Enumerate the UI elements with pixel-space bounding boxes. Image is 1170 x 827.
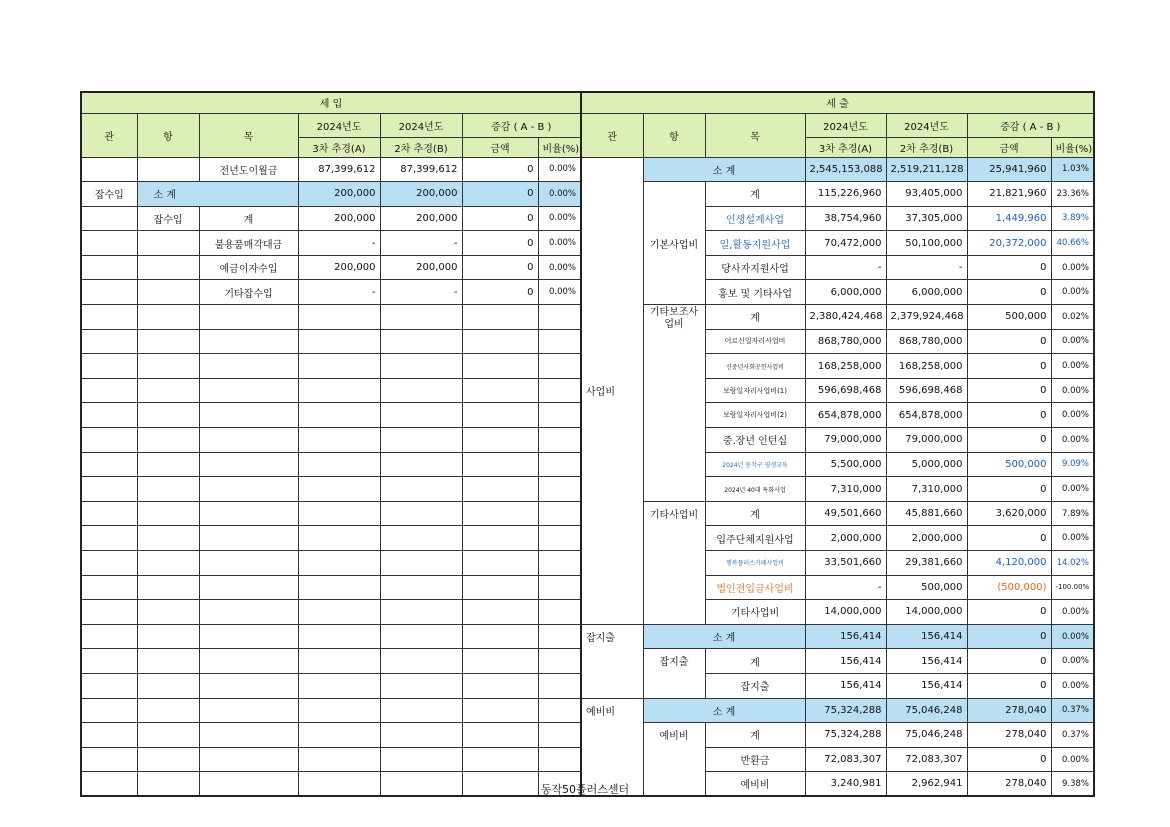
diff-amount-cell: 3,620,000 [967, 501, 1051, 526]
amount-a-cell: 7,310,000 [805, 477, 886, 502]
hang-cell: 잡지출 [643, 649, 705, 698]
mok-cell: 기타사업비 [705, 600, 805, 625]
diff-ratio-cell: 3.89% [1051, 206, 1094, 231]
empty-row [81, 428, 581, 453]
header-b-year: 2024년도 [886, 113, 967, 137]
empty-row [81, 723, 581, 748]
mok-cell: 중.장년 인턴십 [705, 428, 805, 453]
gwan-cell [81, 280, 137, 305]
mok-cell: 법인전입금사업비 [705, 575, 805, 600]
hang-cell: 기본사업비 [643, 182, 705, 305]
diff-ratio-cell: 40.66% [1051, 231, 1094, 256]
amount-b-cell: 75,046,248 [886, 698, 967, 723]
amount-b-cell: 29,381,660 [886, 551, 967, 576]
table-row [581, 723, 1094, 748]
diff-ratio-cell: 0.00% [538, 231, 581, 256]
amount-a-cell: 38,754,960 [805, 206, 886, 231]
diff-ratio-cell: 9.38% [1051, 772, 1094, 797]
diff-amount-cell: 0 [967, 329, 1051, 354]
empty-row [81, 378, 581, 403]
diff-amount-cell: 0 [967, 477, 1051, 502]
amount-b-cell: 93,405,000 [886, 182, 967, 207]
mok-cell: 반환금 [705, 747, 805, 772]
mok-cell: 전년도이월금 [199, 157, 298, 182]
header-diff: 증감 ( A - B ) [462, 113, 581, 137]
table-row [581, 501, 1094, 526]
header-a-year: 2024년도 [805, 113, 886, 137]
gwan-cell: 잡수입 [81, 182, 137, 207]
amount-a-cell: 49,501,660 [805, 501, 886, 526]
diff-amount-cell: 500,000 [967, 452, 1051, 477]
amount-a-cell: 14,000,000 [805, 600, 886, 625]
amount-b-cell: 2,962,941 [886, 772, 967, 797]
header-a-year: 2024년도 [298, 113, 380, 137]
amount-b-cell: 2,000,000 [886, 526, 967, 551]
income-table [80, 91, 582, 797]
empty-row [81, 403, 581, 428]
gwan-cell: 사업비 [581, 157, 643, 624]
header-mok: 목 [705, 113, 805, 157]
mok-cell: 신중년사회공헌사업비 [705, 354, 805, 379]
diff-ratio-cell: 14.02% [1051, 551, 1094, 576]
mok-cell: 예비비 [705, 772, 805, 797]
mok-cell: 일,활동지원사업 [705, 231, 805, 256]
mok-cell: 잡지출 [705, 673, 805, 698]
mok-cell: 계 [705, 305, 805, 330]
amount-b-cell: 654,878,000 [886, 403, 967, 428]
amount-b-cell: - [886, 255, 967, 280]
diff-amount-cell: (500,000) [967, 575, 1051, 600]
diff-amount-cell: 4,120,000 [967, 551, 1051, 576]
amount-b-cell: 45,881,660 [886, 501, 967, 526]
amount-a-cell: 6,000,000 [805, 280, 886, 305]
diff-ratio-cell: 0.00% [538, 182, 581, 207]
amount-a-cell: 2,000,000 [805, 526, 886, 551]
table-row [81, 231, 581, 256]
diff-ratio-cell: 0.00% [1051, 747, 1094, 772]
diff-ratio-cell: 0.02% [1051, 305, 1094, 330]
amount-a-cell: 5,500,000 [805, 452, 886, 477]
amount-b-cell: 7,310,000 [886, 477, 967, 502]
amount-b-cell: - [380, 280, 462, 305]
empty-row [81, 329, 581, 354]
gwan-cell: 잡지출 [581, 624, 643, 698]
diff-amount-cell: 278,040 [967, 698, 1051, 723]
diff-amount-cell: 0 [462, 182, 538, 207]
amount-b-cell: 87,399,612 [380, 157, 462, 182]
hang-cell: 예비비 [643, 723, 705, 797]
amount-b-cell: 2,379,924,468 [886, 305, 967, 330]
amount-b-cell: 6,000,000 [886, 280, 967, 305]
amount-b-cell: 200,000 [380, 182, 462, 207]
mok-cell: 기타잡수입 [199, 280, 298, 305]
amount-a-cell: 596,698,468 [805, 378, 886, 403]
amount-b-cell: 156,414 [886, 673, 967, 698]
hang-cell [137, 231, 199, 256]
amount-a-cell: - [298, 231, 380, 256]
diff-amount-cell: 278,040 [967, 723, 1051, 748]
diff-amount-cell: 278,040 [967, 772, 1051, 797]
mok-cell: 어르신일자리사업비 [705, 329, 805, 354]
diff-ratio-cell: 7.89% [1051, 501, 1094, 526]
gwan-cell [81, 255, 137, 280]
amount-b-cell: 868,780,000 [886, 329, 967, 354]
diff-ratio-cell: 0.00% [538, 255, 581, 280]
header-amount: 금액 [967, 137, 1051, 157]
gwan-cell [81, 157, 137, 182]
diff-amount-cell: 25,941,960 [967, 157, 1051, 182]
amount-b-cell: 37,305,000 [886, 206, 967, 231]
subtotal-label-cell: 소 계 [643, 157, 805, 182]
mok-cell: 행복플러스카페사업비 [705, 551, 805, 576]
subtotal-label-cell: 소 계 [643, 698, 805, 723]
diff-ratio-cell: 23.36% [1051, 182, 1094, 207]
amount-a-cell: 200,000 [298, 182, 380, 207]
empty-row [81, 526, 581, 551]
header-hang: 항 [137, 113, 199, 157]
amount-a-cell: 79,000,000 [805, 428, 886, 453]
diff-ratio-cell: 0.37% [1051, 723, 1094, 748]
amount-b-cell: 5,000,000 [886, 452, 967, 477]
mok-cell: 계 [705, 649, 805, 674]
diff-ratio-cell: 0.00% [1051, 477, 1094, 502]
empty-row [81, 551, 581, 576]
empty-row [81, 354, 581, 379]
diff-amount-cell: 0 [967, 649, 1051, 674]
amount-a-cell: 156,414 [805, 624, 886, 649]
diff-ratio-cell: 0.00% [1051, 526, 1094, 551]
empty-row [81, 452, 581, 477]
table-row [581, 305, 1094, 330]
diff-ratio-cell: 0.00% [1051, 600, 1094, 625]
diff-ratio-cell: 0.00% [1051, 403, 1094, 428]
empty-row [81, 698, 581, 723]
table-row [81, 255, 581, 280]
income-title: 세 입 [81, 92, 581, 113]
amount-b-cell: 156,414 [886, 649, 967, 674]
diff-ratio-cell: 0.00% [538, 157, 581, 182]
diff-ratio-cell: 0.00% [1051, 329, 1094, 354]
amount-a-cell: 33,501,660 [805, 551, 886, 576]
amount-a-cell: 115,226,960 [805, 182, 886, 207]
amount-a-cell: 70,472,000 [805, 231, 886, 256]
diff-ratio-cell: 0.00% [1051, 428, 1094, 453]
table-row [81, 206, 581, 231]
diff-ratio-cell: 0.00% [1051, 378, 1094, 403]
empty-row [81, 673, 581, 698]
diff-amount-cell: 0 [967, 600, 1051, 625]
empty-row [81, 501, 581, 526]
table-row [581, 624, 1094, 649]
diff-ratio-cell: 0.37% [1051, 698, 1094, 723]
amount-a-cell: 75,324,288 [805, 723, 886, 748]
header-b-label: 2차 추경(B) [380, 137, 462, 157]
amount-a-cell: 72,083,307 [805, 747, 886, 772]
amount-a-cell: - [805, 575, 886, 600]
header-a-label: 3차 추경(A) [805, 137, 886, 157]
mok-cell: 계 [199, 206, 298, 231]
mok-cell: 불용품매각대금 [199, 231, 298, 256]
mok-cell: 2024년 40대 특화사업 [705, 477, 805, 502]
table-row [81, 157, 581, 182]
diff-ratio-cell: -100.00% [1051, 575, 1094, 600]
amount-b-cell: 200,000 [380, 206, 462, 231]
amount-a-cell: 200,000 [298, 255, 380, 280]
diff-amount-cell: 0 [967, 526, 1051, 551]
empty-row [81, 477, 581, 502]
mok-cell: 보람일자리사업비(1) [705, 378, 805, 403]
diff-ratio-cell: 0.00% [1051, 255, 1094, 280]
mok-cell: 계 [705, 723, 805, 748]
diff-amount-cell: 0 [967, 255, 1051, 280]
diff-amount-cell: 500,000 [967, 305, 1051, 330]
mok-cell: 입주단체지원사업 [705, 526, 805, 551]
header-a-label: 3차 추경(A) [298, 137, 380, 157]
diff-ratio-cell: 0.00% [1051, 280, 1094, 305]
amount-b-cell: 200,000 [380, 255, 462, 280]
amount-a-cell: 87,399,612 [298, 157, 380, 182]
diff-ratio-cell: 0.00% [1051, 624, 1094, 649]
footer-organization: 동작50플러스센터 [540, 783, 630, 796]
amount-b-cell: 72,083,307 [886, 747, 967, 772]
expense-table [580, 91, 1095, 797]
diff-ratio-cell: 0.00% [1051, 649, 1094, 674]
amount-b-cell: 2,519,211,128 [886, 157, 967, 182]
expense-title: 세 출 [581, 92, 1094, 113]
amount-b-cell: 50,100,000 [886, 231, 967, 256]
amount-a-cell: - [805, 255, 886, 280]
diff-ratio-cell: 9.09% [1051, 452, 1094, 477]
amount-a-cell: 156,414 [805, 673, 886, 698]
hang-cell [137, 157, 199, 182]
header-b-year: 2024년도 [380, 113, 462, 137]
diff-amount-cell: 0 [462, 231, 538, 256]
amount-a-cell: - [298, 280, 380, 305]
amount-a-cell: 3,240,981 [805, 772, 886, 797]
hang-cell: 잡수입 [137, 206, 199, 231]
empty-row [81, 305, 581, 330]
diff-ratio-cell: 1.03% [1051, 157, 1094, 182]
gwan-cell [81, 231, 137, 256]
hang-cell: 기타보조사업비 [643, 305, 705, 502]
header-ratio: 비율(%) [538, 137, 581, 157]
gwan-cell [81, 206, 137, 231]
hang-cell [137, 255, 199, 280]
diff-amount-cell: 0 [462, 206, 538, 231]
diff-amount-cell: 0 [462, 280, 538, 305]
amount-a-cell: 868,780,000 [805, 329, 886, 354]
diff-ratio-cell: 0.00% [538, 206, 581, 231]
amount-b-cell: 79,000,000 [886, 428, 967, 453]
header-mok: 목 [199, 113, 298, 157]
amount-a-cell: 200,000 [298, 206, 380, 231]
diff-ratio-cell: 0.00% [1051, 673, 1094, 698]
mok-cell: 계 [705, 501, 805, 526]
diff-amount-cell: 0 [967, 747, 1051, 772]
amount-b-cell: 156,414 [886, 624, 967, 649]
table-row [581, 182, 1094, 207]
diff-ratio-cell: 0.00% [1051, 354, 1094, 379]
amount-a-cell: 2,380,424,468 [805, 305, 886, 330]
diff-amount-cell: 1,449,960 [967, 206, 1051, 231]
mok-cell: 2024년 동작구 평생교육 [705, 452, 805, 477]
table-row [81, 280, 581, 305]
empty-row [81, 575, 581, 600]
amount-b-cell: 596,698,468 [886, 378, 967, 403]
amount-b-cell: 14,000,000 [886, 600, 967, 625]
subtotal-label-cell: 소 계 [643, 624, 805, 649]
empty-row [81, 649, 581, 674]
amount-a-cell: 75,324,288 [805, 698, 886, 723]
diff-amount-cell: 0 [462, 157, 538, 182]
diff-ratio-cell: 0.00% [538, 280, 581, 305]
table-row [581, 157, 1094, 182]
header-amount: 금액 [462, 137, 538, 157]
table-row [81, 182, 581, 207]
mok-cell: 인생설계사업 [705, 206, 805, 231]
amount-a-cell: 2,545,153,088 [805, 157, 886, 182]
diff-amount-cell: 0 [967, 403, 1051, 428]
diff-amount-cell: 0 [967, 428, 1051, 453]
amount-b-cell: - [380, 231, 462, 256]
diff-amount-cell: 0 [967, 378, 1051, 403]
hang-cell: 기타사업비 [643, 501, 705, 624]
header-ratio: 비율(%) [1051, 137, 1094, 157]
amount-a-cell: 168,258,000 [805, 354, 886, 379]
header-gwan: 관 [81, 113, 137, 157]
diff-amount-cell: 21,821,960 [967, 182, 1051, 207]
amount-b-cell: 168,258,000 [886, 354, 967, 379]
diff-amount-cell: 0 [967, 280, 1051, 305]
diff-amount-cell: 0 [462, 255, 538, 280]
header-hang: 항 [643, 113, 705, 157]
mok-cell: 보람일자리사업비(2) [705, 403, 805, 428]
mok-cell: 당사자지원사업 [705, 255, 805, 280]
header-gwan: 관 [581, 113, 643, 157]
amount-a-cell: 654,878,000 [805, 403, 886, 428]
table-row [581, 649, 1094, 674]
mok-cell: 홍보 및 기타사업 [705, 280, 805, 305]
gwan-cell: 예비비 [581, 698, 643, 796]
table-row [581, 698, 1094, 723]
header-b-label: 2차 추경(B) [886, 137, 967, 157]
amount-a-cell: 156,414 [805, 649, 886, 674]
diff-amount-cell: 20,372,000 [967, 231, 1051, 256]
header-diff: 증감 ( A - B ) [967, 113, 1094, 137]
diff-amount-cell: 0 [967, 354, 1051, 379]
diff-amount-cell: 0 [967, 624, 1051, 649]
mok-cell: 예금이자수입 [199, 255, 298, 280]
amount-b-cell: 75,046,248 [886, 723, 967, 748]
empty-row [81, 624, 581, 649]
empty-row [81, 747, 581, 772]
diff-amount-cell: 0 [967, 673, 1051, 698]
amount-b-cell: 500,000 [886, 575, 967, 600]
empty-row [81, 600, 581, 625]
mok-cell: 계 [705, 182, 805, 207]
hang-cell [137, 280, 199, 305]
subtotal-label-cell: 소 계 [137, 182, 298, 207]
